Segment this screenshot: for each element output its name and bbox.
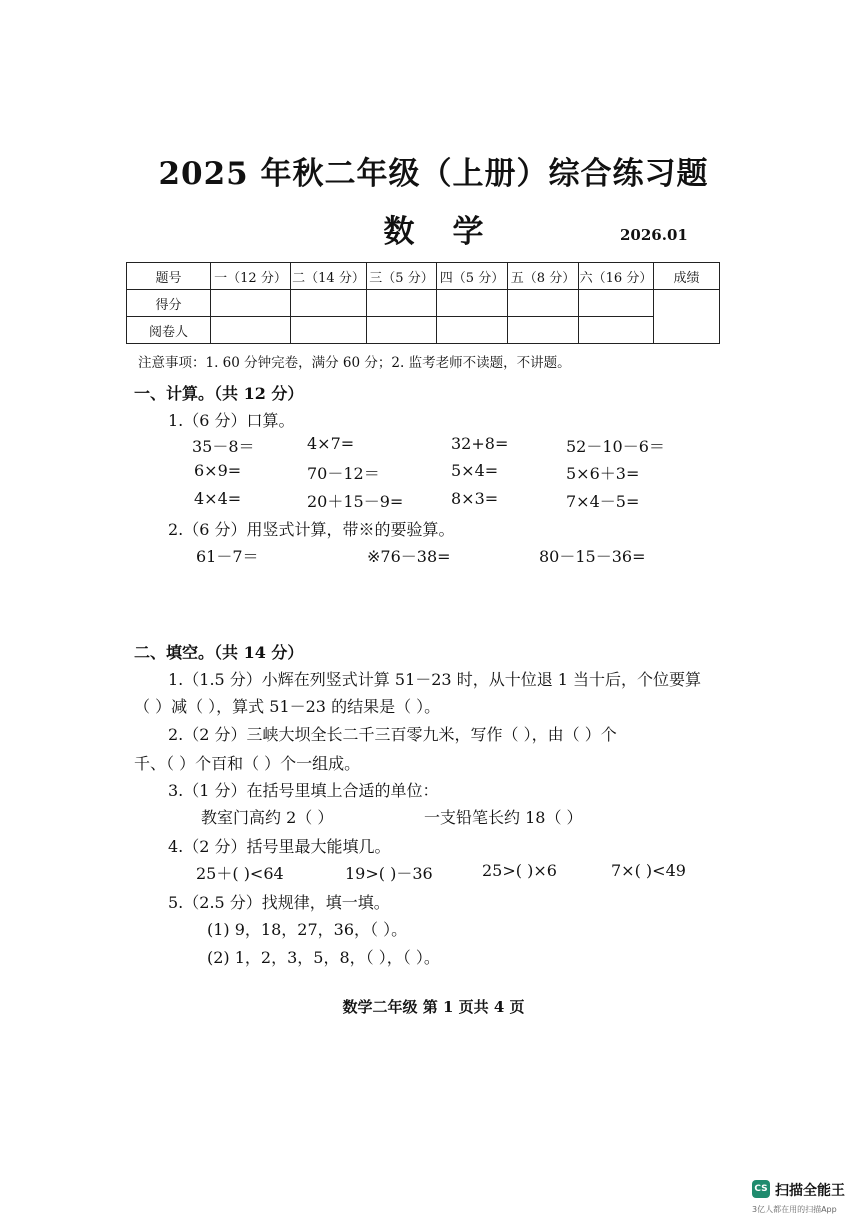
camscanner-tagline: 3亿人都在用的扫描App	[752, 1205, 837, 1214]
oral-item: 8×3=	[451, 489, 499, 508]
score-header-cell: 六（16 分）	[579, 263, 654, 290]
camscanner-logo-icon: CS	[752, 1180, 770, 1198]
vertical-item: 80－15－36=	[539, 547, 646, 566]
oral-item: 7×4－5=	[566, 492, 640, 511]
grader-cell	[291, 317, 367, 344]
s2-q1-line1: 1.（1.5 分）小辉在列竖式计算 51－23 时，从十位退 1 当十后，个位要算	[168, 670, 702, 689]
score-header-cell: 三（5 分）	[367, 263, 437, 290]
oral-item: 35－8＝	[192, 437, 255, 456]
section-1-heading: 一、计算。（共 12 分）	[134, 384, 304, 403]
camscanner-name: 扫描全能王	[775, 1183, 845, 1199]
grader-cell	[437, 317, 508, 344]
page-footer: 数学二年级 第 1 页共 4 页	[342, 998, 525, 1016]
oral-item: 70－12＝	[307, 464, 380, 483]
s2-q2-line1: 2.（2 分）三峡大坝全长二千三百零九米，写作（ ），由（ ）个	[168, 725, 617, 744]
score-header-total: 成绩	[654, 263, 720, 290]
s2-q5-title: 5.（2.5 分）找规律，填一填。	[168, 893, 390, 912]
score-header-cell: 题号	[127, 263, 211, 290]
vertical-item: 61－7＝	[196, 547, 259, 566]
vertical-item: ※76－38=	[367, 547, 451, 566]
oral-item: 4×7=	[307, 434, 355, 453]
s2-q2-line2: 千、（ ）个百和（ ）个一组成。	[134, 754, 361, 773]
oral-item: 5×4=	[451, 461, 499, 480]
score-cell	[579, 290, 654, 317]
s2-q3-title: 3.（1 分）在括号里填上合适的单位：	[168, 781, 439, 800]
s2-q1-line2: （ ）减（ ），算式 51－23 的结果是（ ）。	[134, 697, 441, 716]
score-header-cell: 四（5 分）	[437, 263, 508, 290]
q4-item: 25＋( )<64	[196, 864, 284, 883]
s2-q3-b: 一支铅笔长约 18（ ）	[424, 808, 583, 827]
score-header-cell: 五（8 分）	[508, 263, 579, 290]
score-header-cell: 一（12 分）	[211, 263, 291, 290]
q4-item: 7×( )<49	[611, 861, 686, 880]
grader-cell	[367, 317, 437, 344]
exam-title: 2025 年秋二年级（上册）综合练习题	[158, 156, 709, 192]
score-header-cell: 二（14 分）	[291, 263, 367, 290]
oral-item: 6×9=	[194, 461, 242, 480]
score-cell	[437, 290, 508, 317]
s2-q4-title: 4.（2 分）括号里最大能填几。	[168, 837, 391, 856]
grader-row-label: 阅卷人	[127, 317, 211, 344]
s1-q2-title: 2.（6 分）用竖式计算，带※的要验算。	[168, 520, 455, 539]
s2-q5-a: (1) 9，18，27，36，（ ）。	[207, 920, 408, 939]
grader-cell	[508, 317, 579, 344]
subject-title: 数学	[383, 214, 522, 250]
oral-item: 4×4=	[194, 489, 242, 508]
s2-q3-a: 教室门高约 2（ ）	[201, 808, 334, 827]
grader-cell	[579, 317, 654, 344]
total-score-cell	[654, 290, 720, 344]
oral-item: 52－10－6＝	[566, 437, 665, 456]
score-cell	[508, 290, 579, 317]
notice-text: 注意事项：1. 60 分钟完卷，满分 60 分；2. 监考老师不读题，不讲题。	[138, 355, 571, 371]
s1-q1-title: 1.（6 分）口算。	[168, 411, 295, 430]
score-cell	[291, 290, 367, 317]
score-cell	[211, 290, 291, 317]
oral-item: 32+8=	[451, 434, 509, 453]
q4-item: 25>( )×6	[482, 861, 557, 880]
score-row-label: 得分	[127, 290, 211, 317]
section-2-heading: 二、填空。（共 14 分）	[134, 643, 304, 662]
score-table	[126, 262, 720, 344]
q4-item: 19>( )－36	[345, 864, 433, 883]
exam-date: 2026.01	[620, 226, 688, 244]
oral-item: 20＋15－9=	[307, 492, 404, 511]
oral-item: 5×6＋3=	[566, 464, 640, 483]
grader-cell	[211, 317, 291, 344]
score-cell	[367, 290, 437, 317]
s2-q5-b: (2) 1，2，3，5，8，（ ），（ ）。	[207, 948, 440, 967]
